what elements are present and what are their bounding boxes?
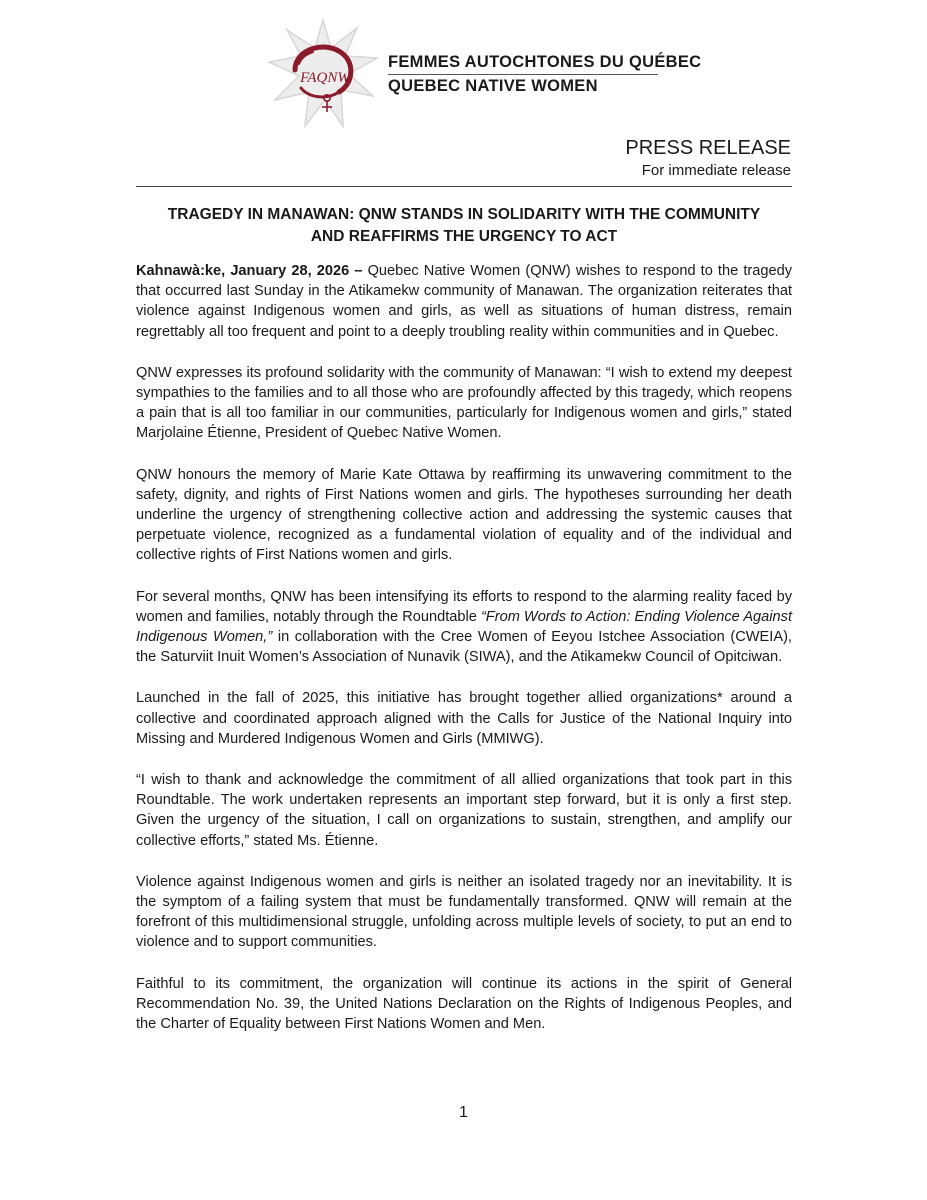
organization-name-french: FEMMES AUTOCHTONES DU QUÉBEC [388,53,702,71]
paragraph-2: QNW expresses its profound solidarity with the community of Manawan: “I wish to extend my deepest sympathies to the families and to all those who are profoundly affected by this tragedy, which reopens a pain that is all too familiar in our communities, particularly for Indigenous women and girls,” stated Marjolaine Étienne, President of Quebec Native Women. [136,364,792,442]
paragraph-5: Launched in the fall of 2025, this initiative has brought together allied organizations* around a collective and coordinated approach aligned with the Calls for Justice of the National Inquiry into Missing and Murdered Indigenous Women and Girls (MMIWG). [136,690,792,747]
paragraph-8: Faithful to its commitment, the organization will continue its actions in the spirit of General Recommendation No. 39, the United Nations Declaration on the Rights of Indigenous Peoples, and the Charter of Equality between First Nations Women and Men. [136,975,792,1033]
paragraph-7: Violence against Indigenous women and girls is neither an isolated tragedy nor an inevitability. It is the symptom of a failing system that must be fundamentally transformed. QNW will remain at the forefront of this multidimensional struggle, unfolding across multiple levels of society, to put an end to violence and to support communities. [136,873,792,951]
headline-line-1: TRAGEDY IN MANAWAN: QNW STANDS IN SOLIDARITY WITH THE COMMUNITY [167,206,761,223]
roundtable-title: “From Words to Action: Ending Violence Against Indigenous Women,” [136,608,792,646]
press-release-title: PRESS RELEASE [625,137,791,159]
paragraph-4 [136,587,792,668]
press-release-block [625,136,791,182]
logo-wordmark: FAQNW [300,70,350,86]
qnw-emblem-icon [265,18,385,130]
paragraph-4-text-b: in collaboration with the Cree Women of Eeyou Istchee Association (CWEIA), the Saturviit Inuit Women’s Association of Nunavik (SIWA), and the Atikamekw Council of Opitciwan. [136,629,792,666]
page-number: 1 [459,1104,468,1121]
headline-line-2: AND REAFFIRMS THE URGENCY TO ACT [310,228,618,245]
article-body [136,261,792,1055]
dateline: Kahnawà:ke, January 28, 2026 – [136,263,363,279]
paragraph-4-text-a: For several months, QNW has been intensifying its efforts to respond to the alarming reality faced by women and families, notably through the Roundtable [136,588,792,625]
headline [136,204,792,248]
paragraph-1-text: Quebec Native Women (QNW) wishes to respond to the tragedy that occurred last Sunday in the Atikamekw community of Manawan. The organization reiterates that violence against Indigenous women and girls, as well as situations of human distress, remain regrettably all too frequent and point to a deeply troubling reality within communities and in Quebec. [136,263,792,340]
release-note: For immediate release [641,162,791,179]
header-divider [388,74,658,75]
title-divider [136,186,792,187]
paragraph-6: “I wish to thank and acknowledge the commitment of all allied organizations that took part in this Roundtable. The work undertaken represents an important step forward, but it is only a first step. Given the urgency of the situation, I call on organizations to sustain, strengthen, and amplify our collective efforts,” stated Ms. Étienne. [136,772,792,849]
paragraph-3: QNW honours the memory of Marie Kate Ottawa by reaffirming its unwavering commitment to the safety, dignity, and rights of First Nations women and girls. The hypotheses surrounding her death underline the urgency of strengthening collective action and addressing the systemic causes that perpetuate violence, recognized as a fundamental violation of equality and of the individual and collective rights of First Nations women and girls. [136,466,792,564]
organization-name-english: QUEBEC NATIVE WOMEN [388,77,598,95]
paragraph-1 [136,261,792,342]
organization-logo [265,18,702,130]
